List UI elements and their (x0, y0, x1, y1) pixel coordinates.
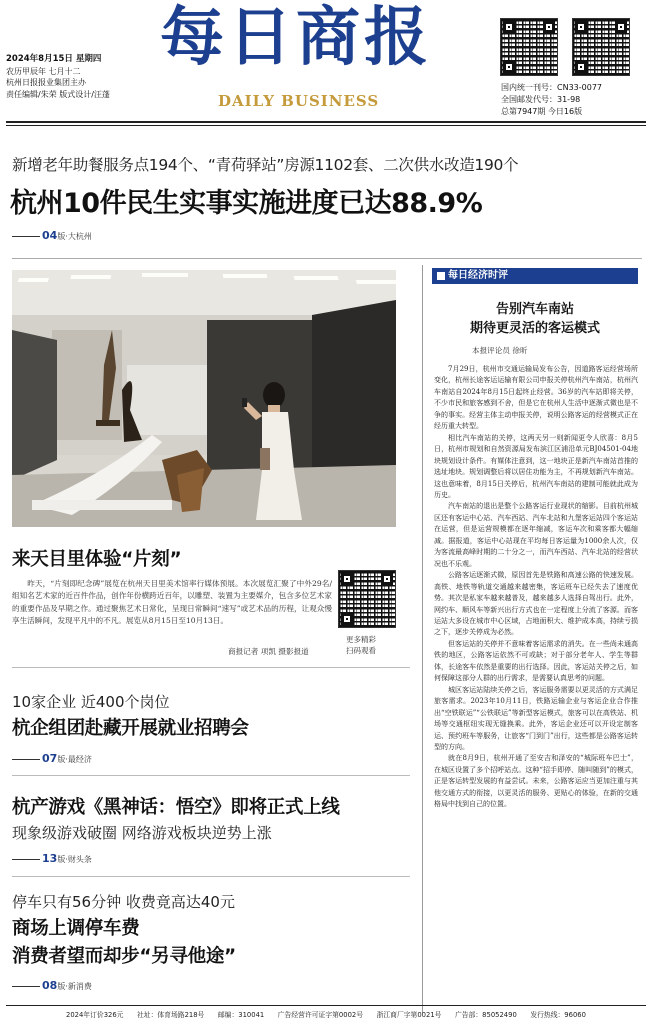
lead-page-ref[interactable]: 04版·大杭州 (12, 229, 92, 242)
newspaper-logo-en: DAILY BUSINESS (218, 92, 380, 110)
jobs-headline[interactable]: 杭企组团赴藏开展就业招聘会 (12, 718, 249, 739)
lead-headline[interactable]: 杭州10件民生实事实施进度已达88.9% (10, 188, 483, 219)
footer-item: 广告部：85052490 (455, 1011, 517, 1019)
masthead-divider (6, 121, 646, 123)
footer-info (6, 1009, 646, 1019)
editorial-paragraph: 就在8月9日，杭州开通了至安吉和泽安的“城际班车巴士”，在城区设置了多个招呼站点。这种“招手即停、随叫随到”的模式，正是客运转型发展的有益尝试。未来，公路客运应当更加注重与其他交通方式的衔接，以更灵活的服务、更贴心的体验，在新的交通格局中找到自己的位置。 (434, 754, 638, 809)
ref-dash (12, 759, 40, 760)
masthead-info (6, 54, 110, 100)
editorial-paragraph: 汽车南站的退出是整个公路客运行业现状的缩影。目前杭州城区还有客运中心站、汽车西站、汽车北站和九堡客运站四个客运站在运营，但是运营规模都在逐年缩减，客运车次和乘客都大幅缩减。据报道，客运中心站现在平均每日客运量为1000余人次，仅为客流最高峰时期的二十分之一，而汽车西站、汽车北站的经营状况也不乐观。 (434, 502, 638, 568)
footer-item: 2024年订价326元 (66, 1011, 124, 1019)
art-byline: 商报记者 项凯 摄影报道 (228, 647, 309, 656)
article-divider (12, 775, 410, 776)
parking-page-ref[interactable]: 08版·新消费 (12, 979, 92, 992)
editorial-body (434, 364, 638, 1004)
ref-dash (12, 236, 40, 237)
footer-divider (6, 1005, 646, 1006)
ref-dash (12, 859, 40, 860)
parking-kicker: 停车只有56分钟 收费竟高达40元 (12, 893, 235, 911)
art-body: 昨天，“片刻即纪念碑”展览在杭州天目里美术馆率行媒体预展。本次展览汇聚了中外29名/组知名艺术家的近百件作品，创作年份横跨近百年，以雕塑、装置为主要媒介，包含多位艺术家的重要作品及早期之作。通过聚焦艺术日常化，呈现日常瞬间“速写”或艺术品的历程，让观众慢享生活瞬间，发现平凡中的不凡。展览从8月15日至10月13日。 (12, 579, 332, 625)
article-divider (12, 667, 410, 668)
cn-number: 国内统一刊号：CN33-0077 (501, 83, 602, 92)
qr-caption: 更多精彩 扫码观看 (346, 635, 376, 655)
lunar-date: 农历甲辰年 七月十二 (6, 66, 81, 76)
art-headline[interactable]: 来天目里体验“片刻” (12, 549, 182, 570)
editorial-paragraph: 但客运站的关停并不意味着客运需求的消失。在一些尚未通高铁的地区，公路客运依然不可或缺；对于部分老年人、学生等群体，长途客车依然是重要的出行选择。因此，客运站关停之后，如何保障这部分人群的出行需求，是需要认真思考的问题。 (434, 639, 638, 683)
footer-item: 浙江商厂字第0021号 (376, 1011, 442, 1019)
editorial-title[interactable]: 告别汽车南站 期待更灵活的客运模式 (469, 302, 600, 336)
footer-item: 发行热线：96060 (530, 1011, 586, 1019)
qr-code-icon[interactable] (572, 18, 630, 76)
game-headline[interactable]: 杭产游戏《黑神话：悟空》即将正式上线 (12, 797, 340, 818)
editorial-author: 本报评论员 徐昕 (472, 346, 528, 355)
publication-info (501, 82, 602, 118)
footer-item: 社址：体育场路218号 (137, 1011, 205, 1019)
gallery-photo[interactable] (12, 270, 396, 527)
editorial-paragraph: 城区客运站陆续关停之后，客运服务需要以更灵活的方式满足旅客需求。2023年10月11日，铁路运输企业与客运企业合作推出“空铁联运”“公铁联运”等新型客运模式，旅客可以在高铁站、机场等交通枢纽实现无缝换乘。此外，客运企业还可以开设定制客运、预约班车等服务，让旅客“门到门”出行，这些都是公路客运转型的方向。 (434, 685, 638, 751)
issue-number: 总第7947期 今日16版 (501, 107, 583, 116)
issue-date: 2024年8月15日 星期四 (6, 54, 102, 64)
parking-headline-2[interactable]: 消费者望而却步“另寻他途” (12, 946, 236, 967)
ref-dash (12, 986, 40, 987)
masthead-divider-thin (6, 125, 646, 126)
footer-item: 邮编：310041 (217, 1011, 265, 1019)
sponsor: 杭州日报报业集团主办 (6, 78, 86, 87)
footer-item: 广告经营许可证字第0002号 (277, 1011, 364, 1019)
jobs-page-ref[interactable]: 07版·最经济 (12, 752, 92, 765)
jobs-kicker: 10家企业 近400个岗位 (12, 693, 170, 711)
editorial-section-tag[interactable]: 每日经济时评 (432, 268, 638, 284)
game-kicker: 现象级游戏破圈 网络游戏板块逆势上涨 (12, 824, 272, 842)
editors: 责任编辑/朱荣 版式设计/汪蓬 (6, 89, 110, 99)
editorial-paragraph: 7月29日，杭州市交通运输局发布公告，因道路客运经营场所变化，杭州长途客运运输有限公司申报关停杭州汽车南站，杭州汽车南站自2024年8月15日起终止经营。36岁的汽车站即将关停，不少市民和旅客感到不舍，但是它在杭州人生活中逐渐式微也是不争的事实。经营主体主动申报关停，说明公路客运的经营模式正在经历重大转型。 (434, 365, 638, 431)
game-page-ref[interactable]: 13版·财头条 (12, 852, 92, 865)
editorial-paragraph: 公路客运逐渐式微，原因首先是铁路和高速公路的快速发展。高铁、地铁等轨道交通越来越密集，客运班车已经失去了速度优势。其次是私家车越来越普及，越来越多人选择自驾出行。此外，网约车、顺风车等新兴出行方式也在一定程度上分流了客源。而客运站大多设在城市中心区域，占地面积大、维护成本高，持续亏损之下，逐步关停成为必然。 (434, 571, 638, 637)
article-divider (12, 876, 410, 877)
qr-code-icon[interactable] (500, 18, 558, 76)
postal-code: 全国邮发代号：31-98 (501, 95, 581, 104)
parking-headline-1[interactable]: 商场上调停车费 (12, 918, 140, 939)
editorial-paragraph: 相比汽车南站的关停，这两天另一则新闻更令人欣喜：8月5日，杭州市规划和自然资源局发布滨江区浦沿单元BJ04501-04地块规划设计条件。有媒体注意到，这一地块正是新汽车南站首推的选址地块。规划调整后将以居住功能为主，不再规划新汽车南站。这也意味着，8月15日关停后，杭州汽车南站的建制可能就此成为历史。 (434, 433, 638, 499)
lead-subheadline: 新增老年助餐服务点194个、“青荷驿站”房源1102套、二次供水改造190个 (12, 156, 519, 174)
section-divider (12, 258, 642, 259)
gallery-illustration (12, 270, 396, 527)
newspaper-logo: 每日商报 (160, 0, 432, 75)
art-qr-code-icon[interactable] (338, 570, 396, 628)
